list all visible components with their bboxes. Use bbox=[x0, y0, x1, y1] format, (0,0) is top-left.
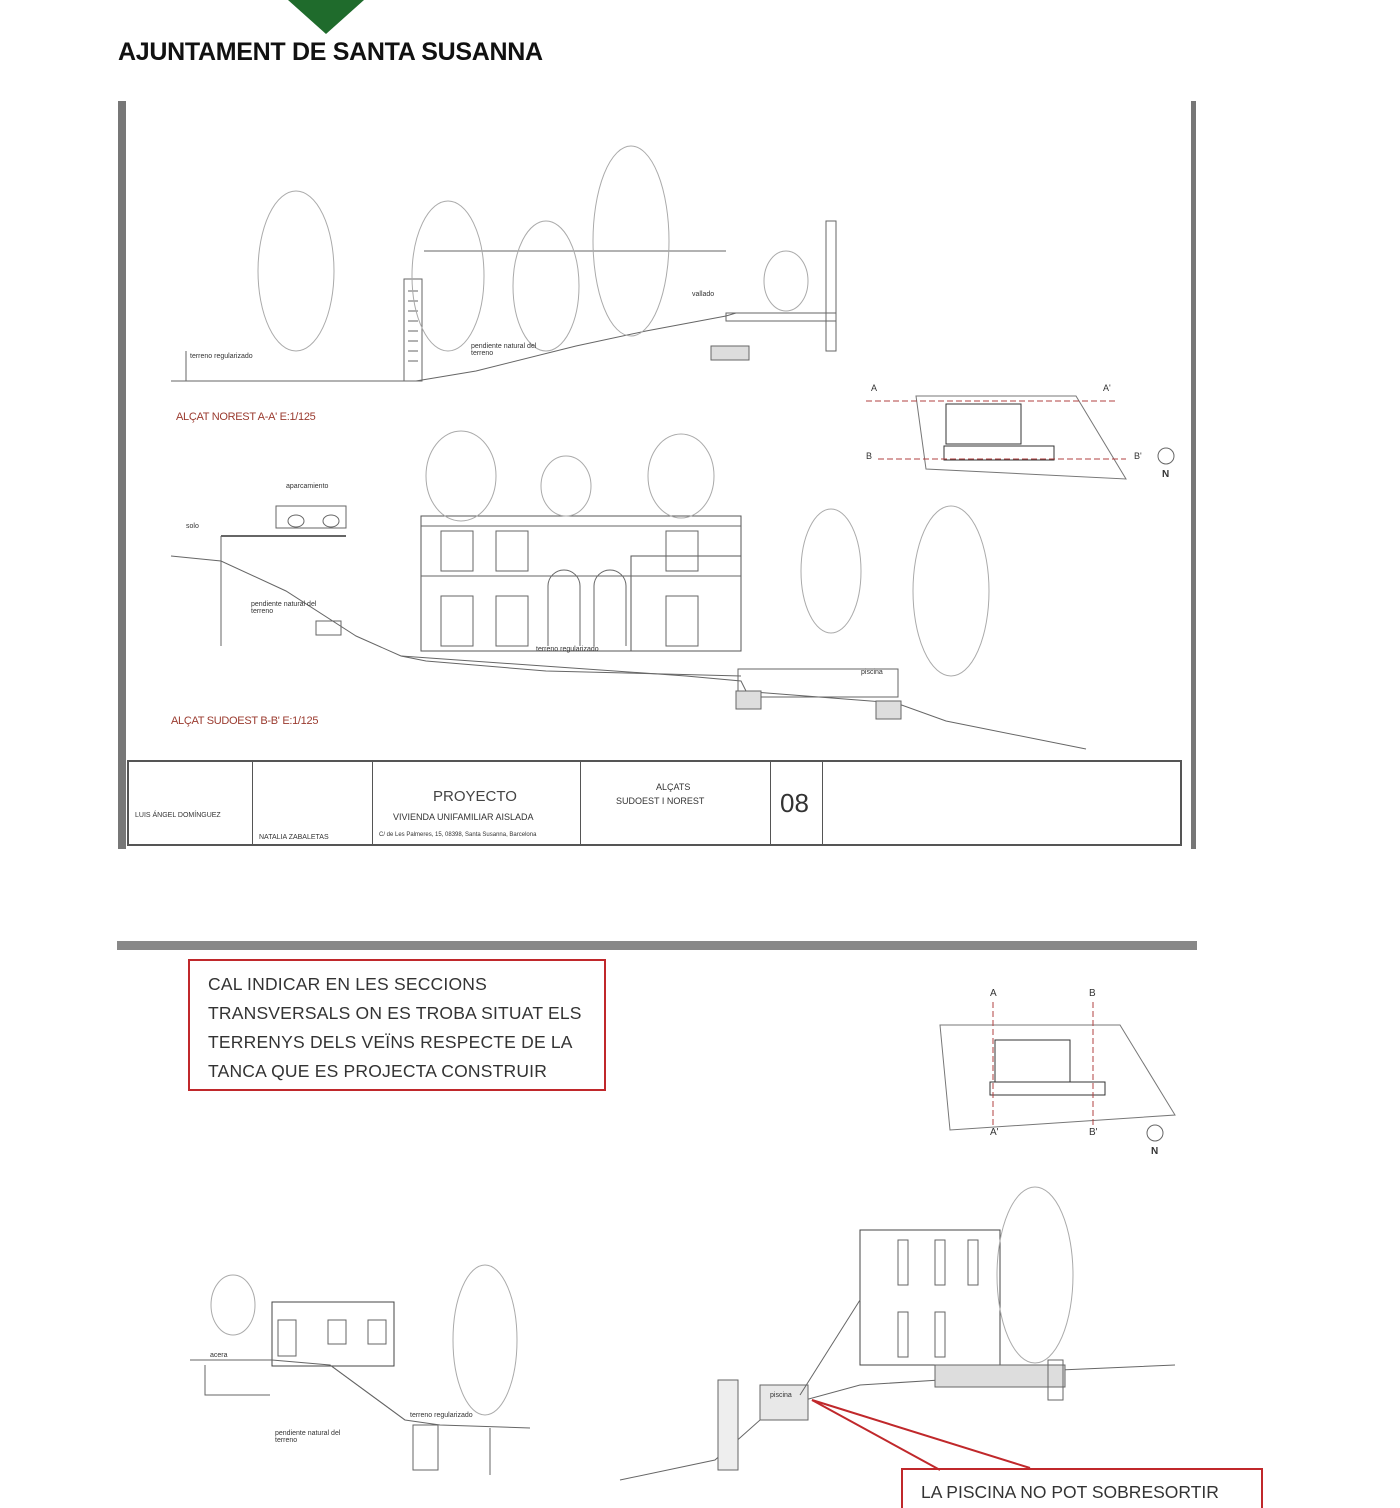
page-title: AJUNTAMENT DE SANTA SUSANNA bbox=[118, 38, 543, 66]
note-line: CAL INDICAR EN LES SECCIONS bbox=[208, 974, 487, 994]
annotation-piscina: piscina bbox=[861, 669, 883, 676]
note-line: TRANSVERSALS ON ES TROBA SITUAT ELS bbox=[208, 1003, 582, 1023]
annotation-terreno: terreno regularizado bbox=[190, 353, 253, 360]
north-arrow-icon: N bbox=[1162, 469, 1170, 480]
title-block-owner: NATALIA ZABALETAS bbox=[253, 762, 373, 844]
annotation-vallado: vallado bbox=[692, 291, 715, 298]
north-arrow-icon: N bbox=[1151, 1146, 1159, 1157]
review-note-pool: LA PISCINA NO POT SOBRESORTIR bbox=[901, 1468, 1263, 1508]
keyplan2-label-b: B bbox=[1089, 988, 1096, 999]
note-line: TERRENYS DELS VEÏNS RESPECTE DE LA bbox=[208, 1032, 573, 1052]
keyplan2-label-b2: B' bbox=[1089, 1127, 1098, 1138]
annotation-solo: solo bbox=[186, 523, 199, 530]
annotation-piscina-2: piscina bbox=[770, 1392, 792, 1399]
annotation-terreno-2: terreno regularizado bbox=[536, 646, 599, 653]
annotation-aparcamiento: aparcamiento bbox=[286, 483, 329, 490]
keyplan-label-a2: A' bbox=[1103, 383, 1111, 393]
annotation-pendiente: pendiente natural del terreno bbox=[471, 343, 537, 357]
title-block-architect: LUIS ÁNGEL DOMÍNGUEZ bbox=[129, 762, 253, 844]
title-block-plan: ALÇATS SUDOEST I NOREST bbox=[581, 762, 771, 844]
title-block-project: PROYECTO VIVIENDA UNIFAMILIAR AISLADA C/ de Les Palmeres, 15, 08398, Santa Susanna, Barcelona bbox=[373, 762, 581, 844]
elevation-top-label: ALÇAT NOREST A-A' E:1/125 bbox=[176, 411, 316, 423]
annotation-acera: acera bbox=[210, 1352, 228, 1359]
keyplan-label-a: A bbox=[871, 383, 878, 393]
title-block-sheet-number: 08 bbox=[771, 762, 823, 844]
keyplan2-label-a2: A' bbox=[990, 1127, 999, 1138]
annotation-pendiente-3: pendiente natural del terreno bbox=[275, 1430, 341, 1444]
annotation-pendiente-2: pendiente natural del terreno bbox=[251, 601, 317, 615]
keyplan-label-b2: B' bbox=[1134, 451, 1142, 461]
note-line: TANCA QUE ES PROJECTA CONSTRUIR bbox=[208, 1061, 548, 1081]
keyplan-label-b: B bbox=[866, 451, 873, 461]
annotation-terreno-3: terreno regularizado bbox=[410, 1412, 473, 1419]
elevation-bottom-label: ALÇAT SUDOEST B-B' E:1/125 bbox=[171, 715, 319, 727]
keyplan2-label-a: A bbox=[990, 988, 997, 999]
